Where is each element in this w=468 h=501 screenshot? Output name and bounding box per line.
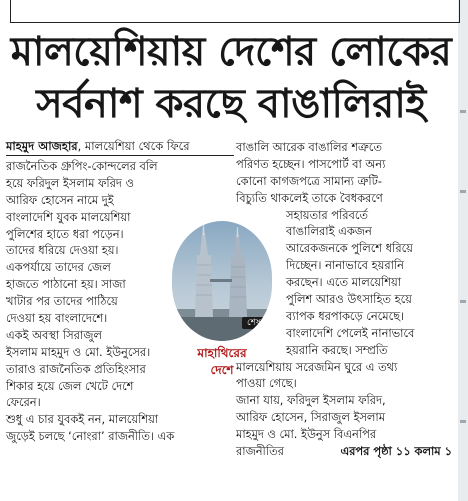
col2-line: ব্যাপক ধরপাকড়ে নেমেছে। <box>286 308 405 323</box>
top-frame <box>10 0 460 23</box>
col2-line: বাঙালিরাই একজন <box>286 224 372 239</box>
col2-line: বিচ্যুতি থাকলেই তাকে বৈধকরণে <box>236 190 383 205</box>
col1-line: আরিফ হোসেন নামে দুই <box>6 192 114 207</box>
caption-line: দেশে <box>210 363 234 377</box>
col1-line: শুধু এ চার যুবকই নন, মালয়েশিয়া <box>6 412 159 427</box>
col1-line: শিকার হয়ে জেল খেটে দেশে <box>6 378 134 393</box>
col1-line: বাংলাদেশি যুবক মালয়েশিয়া <box>6 209 131 224</box>
byline-author: মাহমুদ আজহার <box>6 139 78 153</box>
col2-line: হয়রানি করছে। সম্প্রতি <box>286 342 388 357</box>
headline-line-2: সর্বনাশ করছে বাঙালিরাই <box>36 81 426 127</box>
col1-line: পুলিশের হাতে ধরা পড়েন। <box>6 226 124 241</box>
col2-line: আরেকজনকে পুলিশে ধরিয়ে <box>286 241 413 256</box>
col1-line: দেওয়া হয় বাংলাদেশে। <box>6 311 108 326</box>
col2-line: দিচ্ছেন। নানাভাবে হয়রানি <box>286 258 404 273</box>
caption-line: মাহাথিরের <box>197 346 247 360</box>
page-edge <box>458 0 468 501</box>
col2-line: জানা যায়, ফরিদুল ইসলাম ফরিদ, <box>236 393 386 408</box>
byline-location: , মালয়েশিয়া থেকে ফিরে <box>77 139 190 153</box>
byline-rule <box>6 155 234 156</box>
col2-line: সহায়তার পরিবর্তে <box>286 207 368 222</box>
col1-line: রাজনৈতিক গ্রুপিং-কোন্দলের বলি <box>6 159 158 173</box>
col1-line: জুড়েই চলছে ‘নোংরা’ রাজনীতি। এক <box>6 429 175 444</box>
byline <box>6 139 190 153</box>
col2-line: কোনো কাগজপত্রে সামান্য ত্রুটি- <box>236 173 382 188</box>
col1-line: তাদের ধরিয়ে দেওয়া হয়। <box>6 243 119 258</box>
col2-line: করছেন। এতে মালয়েশিয়া <box>286 275 402 290</box>
col1-line: তারাও রাজনৈতিক প্রতিহিংসার <box>6 361 146 376</box>
col2-line: পরিণত হচ্ছেন। পাসপোর্ট বা অন্য <box>236 156 386 171</box>
col2-line: আরিফ হোসেন, সিরাজুল ইসলাম <box>236 410 386 425</box>
col2-line: বাঙালি আরেক বাঙালির শত্রুতে <box>236 140 382 154</box>
col1-line: খাটার পর তাদের পাঠিয়ে <box>6 294 118 309</box>
col2-line: পুলিশ আরও উৎসাহিত হয়ে <box>286 292 412 307</box>
col2-line: পাওয়া গেছে। <box>236 376 297 391</box>
col2-line: মালয়েশিয়ায় সরেজমিন ঘুরে এ তথ্য <box>236 359 398 374</box>
col1-line: একই অবস্থা সিরাজুল <box>6 327 102 342</box>
col2-line: বাংলাদেশি পেলেই নানাভাবে <box>286 325 415 340</box>
col1-line: হাজতে পাঠানো হয়। সাজা <box>6 277 126 292</box>
col1-line: ফেরেন। <box>6 395 41 410</box>
col1-line: একপর্যায়ে তাদের জেল <box>6 260 111 275</box>
col1-line: হয়ে ফরিদুল ইসলাম ফরিদ ও <box>6 175 134 190</box>
photo-badge: শেষ <box>242 317 266 329</box>
continuation-note: এরপর পৃষ্ঠা ১১ কলাম ১ <box>340 444 452 459</box>
col1-line: ইসলাম মাহমুদ ও মো. ইউনুসের। <box>6 344 151 359</box>
article-column-2 <box>236 139 454 460</box>
col2-line: রাজনীতির <box>236 444 284 459</box>
headline-line-1: মালয়েশিয়ায় দেশের লোকের <box>10 29 452 75</box>
col2-line: মাহমুদ ও মো. ইউনুস বিএনপির <box>236 427 377 442</box>
